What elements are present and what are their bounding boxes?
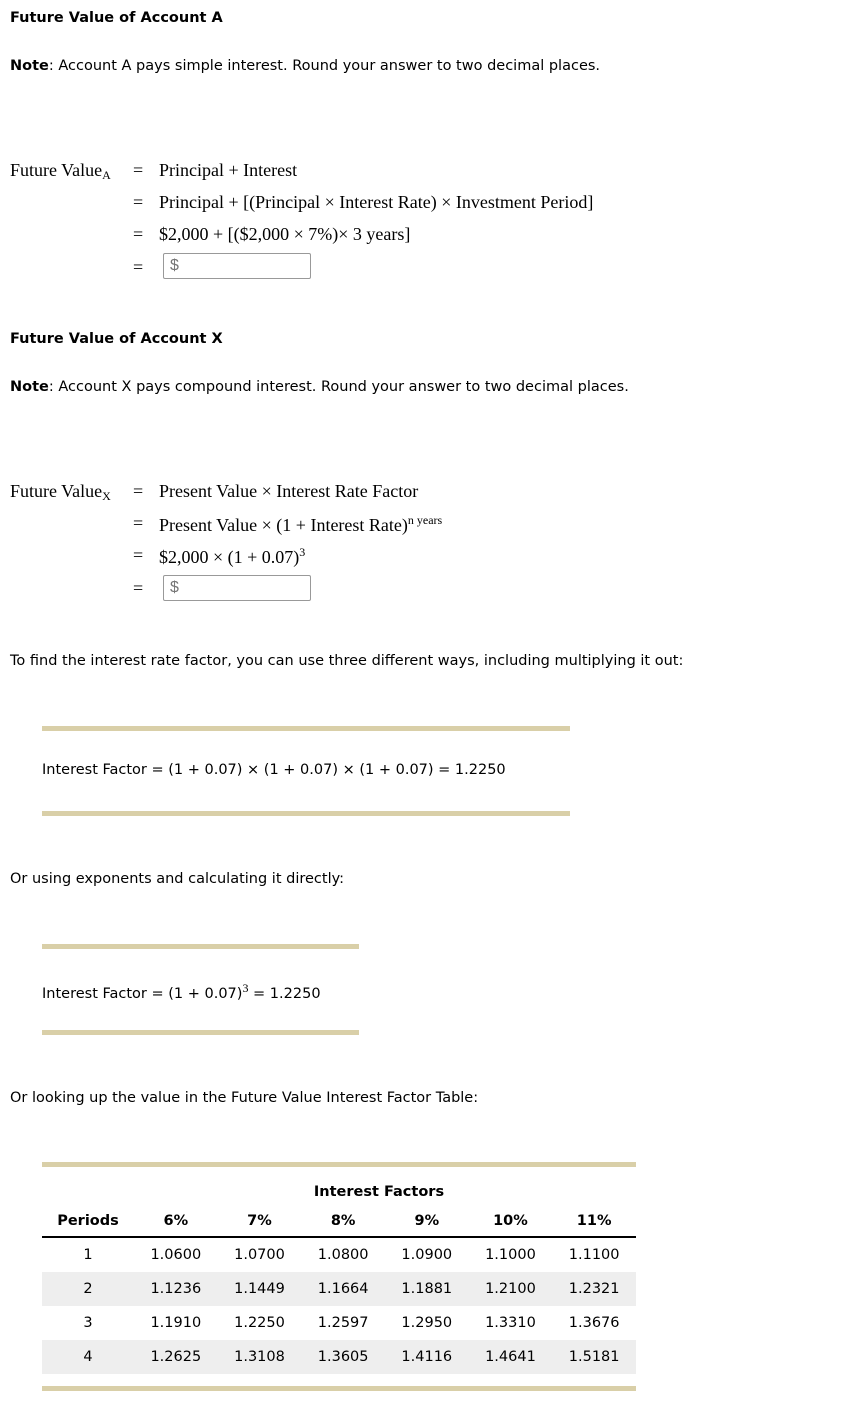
column-header: 10% [469, 1206, 553, 1237]
equals-sign: = [133, 481, 144, 501]
table-cell: 4 [42, 1340, 134, 1374]
table-cell: 1.1236 [134, 1272, 218, 1306]
table-cell: 1.2250 [234, 1315, 285, 1331]
equals-sign: = [133, 513, 144, 533]
table-cell: 1.5181 [552, 1340, 636, 1374]
formula-line-3: $2,000 + [($2,000 × 7%)× 3 years] [159, 224, 411, 244]
table-cell: 1.1910 [150, 1315, 202, 1331]
table-cell: 1.3676 [568, 1315, 620, 1331]
equals-sign: = [133, 224, 144, 244]
future-value-x-input[interactable] [163, 575, 311, 601]
table-cell: 1.3310 [485, 1315, 536, 1331]
column-header: Periods [42, 1206, 134, 1237]
column-header: 8% [301, 1206, 385, 1237]
table-cell: 1.2950 [401, 1315, 453, 1331]
table-cell: 1.1881 [385, 1272, 469, 1306]
table-cell: 1.0700 [234, 1247, 285, 1263]
table-cell: 1.2100 [469, 1272, 553, 1306]
equals-sign: = [133, 192, 144, 212]
divider [42, 726, 570, 731]
table-cell: 3 [83, 1315, 93, 1331]
formula-line-2 [159, 513, 442, 536]
formula-line-2: Principal + [(Principal × Interest Rate) × Investment Period] [159, 192, 594, 212]
formula-line-3 [159, 545, 305, 568]
formula-line-1: Present Value × Interest Rate Factor [159, 481, 419, 501]
note-text: : Account X pays compound interest. Round your answer to two decimal places. [48, 379, 629, 395]
method-exponent [42, 981, 321, 1002]
table-cell: 1.4116 [385, 1340, 469, 1374]
method3-intro: Or looking up the value in the Future Value Interest Factor Table: [10, 1090, 479, 1106]
table-cell: 1.4641 [469, 1340, 553, 1374]
table-cell: 1.0900 [401, 1247, 453, 1263]
divider [42, 944, 359, 949]
formula-result: = 1.2250 [248, 985, 321, 1002]
method-multiply: Interest Factor = (1 + 0.07) × (1 + 0.07) × (1 + 0.07) = 1.2250 [42, 762, 506, 778]
table-cell: 1.2597 [317, 1315, 369, 1331]
section-x-title: Future Value of Account X [10, 331, 223, 347]
equals-sign: = [133, 578, 144, 598]
table-cell: 1.0800 [317, 1247, 369, 1263]
table-row [42, 1306, 636, 1340]
table-cell: 1.1000 [485, 1247, 536, 1263]
lhs-text: Future Value [10, 160, 103, 180]
table-cell: 1.1664 [301, 1272, 385, 1306]
table-cell: 1.2321 [552, 1272, 636, 1306]
table-row [42, 1272, 636, 1306]
method2-intro: Or using exponents and calculating it directly: [10, 871, 345, 887]
divider [42, 1030, 359, 1035]
section-a-title: Future Value of Account A [10, 10, 223, 26]
table-cell: 1 [83, 1247, 93, 1263]
intro-text: To find the interest rate factor, you can use three different ways, including multiplying it out: [10, 653, 684, 669]
lhs-text: Future Value [10, 481, 103, 501]
section-x-note [10, 379, 629, 395]
equals-sign: = [133, 257, 144, 277]
table-cell: 1.1100 [568, 1247, 620, 1263]
formula-text: Present Value × (1 + Interest Rate) [159, 515, 408, 535]
table-cell: 1.3108 [218, 1340, 302, 1374]
exponent: n years [407, 513, 443, 527]
table-row [42, 1340, 636, 1374]
divider [42, 811, 570, 816]
column-header: 7% [218, 1206, 302, 1237]
note-label: Note [10, 58, 49, 74]
lhs-subscript: A [102, 168, 111, 182]
table-cell: 1.1449 [218, 1272, 302, 1306]
table-cell: 1.2625 [134, 1340, 218, 1374]
formula-text: $2,000 × (1 + 0.07) [159, 547, 300, 567]
formula-line-1: Principal + Interest [159, 160, 298, 180]
formula-text: Interest Factor = (1 + 0.07) [42, 985, 243, 1002]
equals-sign: = [133, 160, 144, 180]
table-row [42, 1237, 636, 1272]
column-header: 9% [385, 1206, 469, 1237]
interest-factor-table [42, 1178, 636, 1374]
divider [42, 1162, 636, 1167]
divider [42, 1386, 636, 1391]
future-value-x-label [10, 481, 111, 504]
column-header: 11% [552, 1206, 636, 1237]
table-cell: 2 [42, 1272, 134, 1306]
table-cell: 1.3605 [301, 1340, 385, 1374]
exponent: 3 [299, 545, 306, 559]
equals-sign: = [133, 545, 144, 565]
table-caption: Interest Factors [313, 1184, 445, 1200]
exponent: 3 [242, 981, 249, 995]
lhs-subscript: X [102, 489, 111, 503]
note-label: Note [10, 379, 49, 395]
future-value-a-input[interactable] [163, 253, 311, 279]
note-text: : Account A pays simple interest. Round your answer to two decimal places. [48, 58, 601, 74]
section-a-note [10, 58, 600, 74]
future-value-a-label [10, 160, 111, 183]
table-cell: 1.0600 [150, 1247, 202, 1263]
column-header: 6% [134, 1206, 218, 1237]
